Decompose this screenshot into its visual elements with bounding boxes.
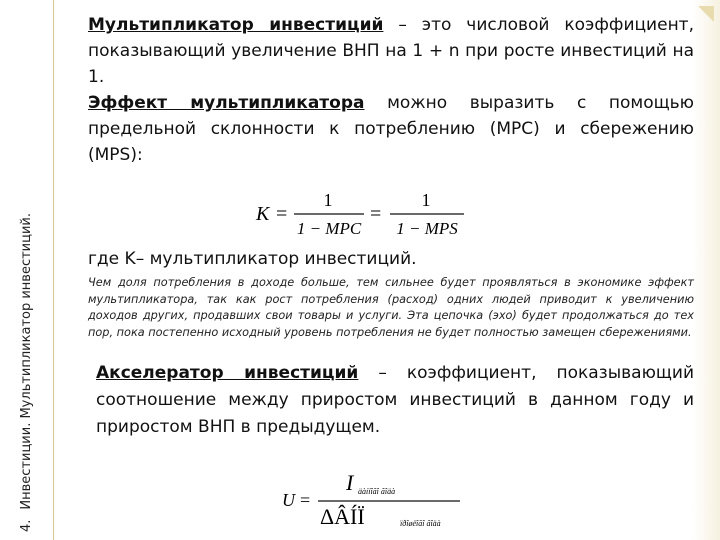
explanation-note: Чем доля потребления в доходе больше, тем сильнее будет проявляться в экономике эффект мультипликатора, так как рост потребления (расход) одних людей приводит к увеличению доходов других, продавших свои товары и услуги. Эта цепочка (эхо) будет продолжаться до тех пор, пока постепенно исходный уровень потребления не будет полностью замещен сбережениями. — [88, 276, 694, 339]
definition-text: – это числовой коэффициент, показывающий увеличение ВНП на 1 + n при росте инвестиций на 1. — [88, 15, 694, 87]
formula-u-eq: = — [300, 490, 311, 510]
formula-u-lhs: U — [282, 490, 295, 510]
accelerator-text: – коэффициент, показывающий соотношение между приростом инвестиций в данном году и приростом ВНП в предыдущем. — [96, 363, 694, 437]
where-line: где K– мультипликатор инвестиций. — [88, 249, 417, 269]
accelerator-paragraph — [96, 360, 694, 441]
formula-k-den2: 1 − MPS — [396, 219, 458, 238]
formula-k-den1: 1 − MPC — [296, 219, 362, 238]
accelerator-term: Акселератор инвестиций — [96, 363, 359, 383]
main-content — [88, 12, 694, 168]
section-number: 4. — [19, 519, 34, 532]
formula-u-num: I — [346, 470, 354, 495]
formula-u-num-sub: äàííîãî ãîäà — [358, 487, 396, 496]
formula-k-num1: 1 — [323, 190, 333, 210]
corner-chevron-icon — [696, 4, 716, 24]
multiplier-formula — [252, 186, 492, 242]
accelerator-formula — [276, 470, 476, 532]
effect-paragraph — [88, 90, 694, 168]
formula-k-lhs: K — [256, 203, 270, 225]
side-divider — [53, 0, 54, 540]
decorative-corner — [692, 0, 720, 540]
effect-text: можно выразить с помощью предельной склонности к потреблению (MPC) и сбережению (MPS): — [88, 93, 694, 165]
slide-section-title — [19, 12, 34, 532]
definition-term: Мультипликатор инвестиций — [88, 15, 384, 35]
formula-u-den: ΔÂÍÏ — [320, 504, 365, 529]
definition-paragraph — [88, 12, 694, 90]
formula-k-eq: = — [276, 203, 288, 225]
formula-u-den-sub: ïðîøëîãî ãîäà — [400, 519, 441, 528]
section-title-text: Инвестиции. Мультипликатор инвестиций. — [19, 212, 34, 510]
formula-k-num2: 1 — [421, 190, 431, 210]
formula-k-eq2: = — [370, 203, 382, 225]
effect-lead: Эффект мультипликатора — [88, 93, 365, 113]
